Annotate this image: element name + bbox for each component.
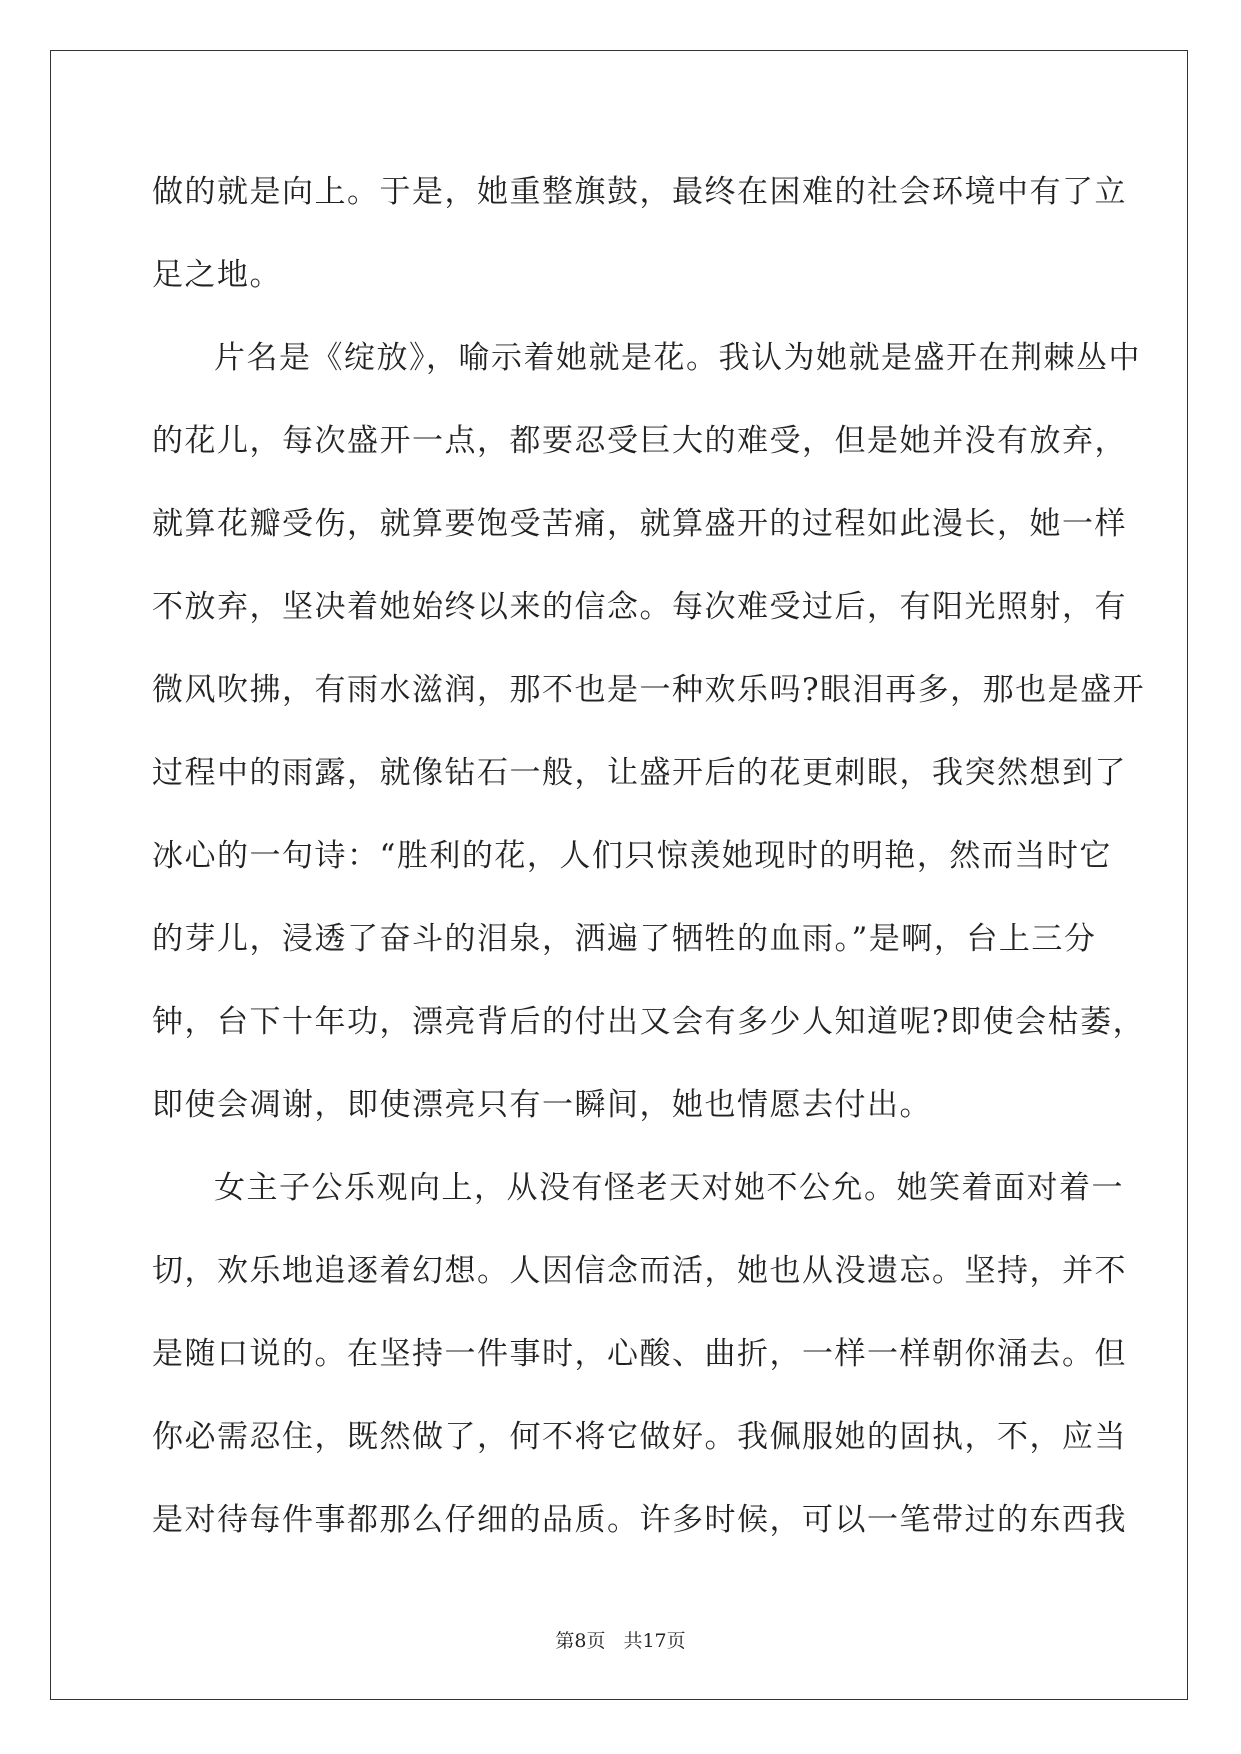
text-line-8: 过程中的雨露，就像钻石一般，让盛开后的花更刺眼，我突然想到了 xyxy=(152,755,1127,791)
text-line-14: 切，欢乐地追逐着幻想。人因信念而活，她也从没遗忘。坚持，并不 xyxy=(152,1253,1127,1289)
page-number: 第8页 xyxy=(555,1630,606,1652)
text-line-3: 片名是《绽放》，喻示着她就是花。我认为她就是盛开在荆棘丛中 xyxy=(214,340,1141,376)
text-line-1: 做的就是向上。于是，她重整旗鼓，最终在困难的社会环境中有了立 xyxy=(152,174,1127,210)
text-line-4: 的花儿，每次盛开一点，都要忍受巨大的难受，但是她并没有放弃， xyxy=(152,423,1127,459)
text-line-9: 冰心的一句诗：“胜利的花，人们只惊羡她现时的明艳，然而当时它 xyxy=(152,838,1112,874)
text-line-12: 即使会凋谢，即使漂亮只有一瞬间，她也情愿去付出。 xyxy=(152,1087,932,1123)
text-line-11: 钟，台下十年功，漂亮背后的付出又会有多少人知道呢?即使会枯萎， xyxy=(152,1004,1146,1040)
text-line-15: 是随口说的。在坚持一件事时，心酸、曲折，一样一样朝你涌去。但 xyxy=(152,1336,1127,1372)
text-line-2: 足之地。 xyxy=(152,257,282,293)
document-body xyxy=(152,156,1146,1567)
text-line-7: 微风吹拂，有雨水滋润，那不也是一种欢乐吗?眼泪再多，那也是盛开 xyxy=(152,672,1146,708)
page-footer xyxy=(0,1626,1241,1653)
text-line-10: 的芽儿，浸透了奋斗的泪泉，洒遍了牺牲的血雨。”是啊，台上三分 xyxy=(152,921,1097,957)
text-line-17: 是对待每件事都那么仔细的品质。许多时候，可以一笔带过的东西我 xyxy=(152,1502,1127,1538)
text-line-16: 你必需忍住，既然做了，何不将它做好。我佩服她的固执，不，应当 xyxy=(152,1419,1127,1455)
text-line-6: 不放弃，坚决着她始终以来的信念。每次难受过后，有阳光照射，有 xyxy=(152,589,1127,625)
text-line-5: 就算花瓣受伤，就算要饱受苦痛，就算盛开的过程如此漫长，她一样 xyxy=(152,506,1127,542)
text-line-13: 女主子公乐观向上，从没有怪老天对她不公允。她笑着面对着一 xyxy=(214,1170,1124,1206)
page-total: 共17页 xyxy=(623,1630,686,1652)
